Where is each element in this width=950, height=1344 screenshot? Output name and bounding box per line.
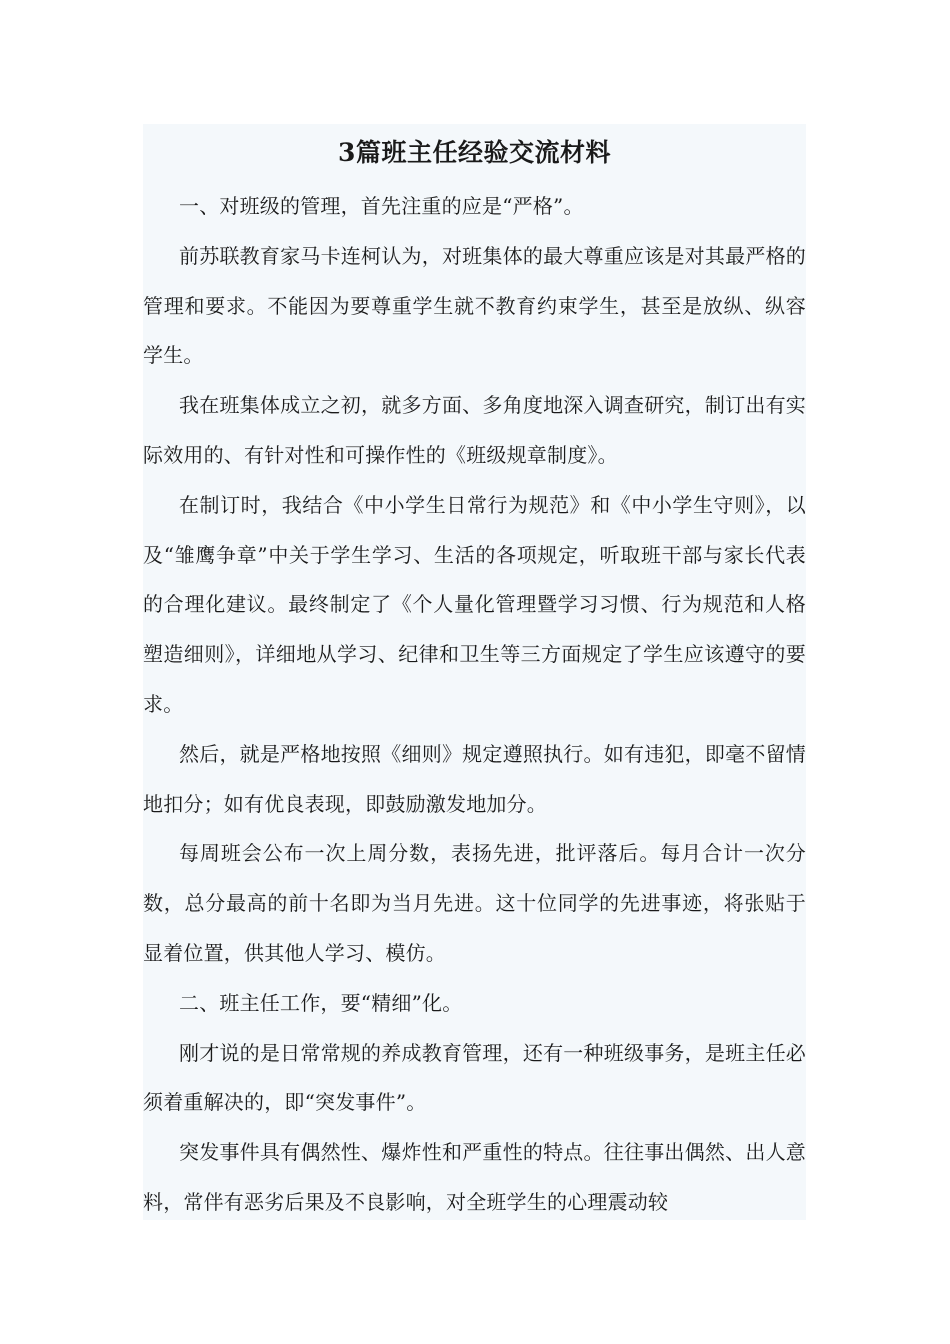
document-content xyxy=(143,124,806,1220)
paragraph-enforcement: 然后，就是严格地按照《细则》规定遵照执行。如有违犯，即毫不留情地扣分；如有优良表现，即鼓励激发地加分。 xyxy=(143,741,806,816)
paragraph-rule-making: 在制订时，我结合《中小学生日常行为规范》和《中小学生守则》，以及“雏鹰争章”中关于学生学习、生活的各项规定，听取班干部与家长代表的合理化建议。最终制定了《个人量化管理暨学习习惯、行为规范和人格塑造细则》，详细地从学习、纪律和卫生等三方面规定了学生应该遵守的要求。 xyxy=(143,492,806,716)
paragraph-emergencies: 刚才说的是日常常规的养成教育管理，还有一种班级事务，是班主任必须着重解决的，即“突发事件”。 xyxy=(143,1040,806,1115)
paragraph-weekly-scores: 每周班会公布一次上周分数，表扬先进，批评落后。每月合计一次分数，总分最高的前十名即为当月先进。这十位同学的先进事迹，将张贴于显着位置，供其他人学习、模仿。 xyxy=(143,841,806,965)
paragraph-emergency-traits: 突发事件具有偶然性、爆炸性和严重性的特点。往往事出偶然、出人意料，常伴有恶劣后果及不良影响，对全班学生的心理震动较 xyxy=(143,1140,806,1214)
paragraph-class-rules: 我在班集体成立之初，就多方面、多角度地深入调查研究，制订出有实际效用的、有针对性和可操作性的《班级规章制度》。 xyxy=(143,393,806,467)
paragraph-section-one-heading: 一、对班级的管理，首先注重的应是“严格”。 xyxy=(179,194,584,218)
document-title: 3篇班主任经验交流材料 xyxy=(338,138,611,167)
paragraph-makarenko: 前苏联教育家马卡连柯认为，对班集体的最大尊重应该是对其最严格的管理和要求。不能因为要尊重学生就不教育约束学生，甚至是放纵、纵容学生。 xyxy=(143,243,806,368)
paragraph-section-two-heading: 二、班主任工作，要“精细”化。 xyxy=(179,990,463,1015)
